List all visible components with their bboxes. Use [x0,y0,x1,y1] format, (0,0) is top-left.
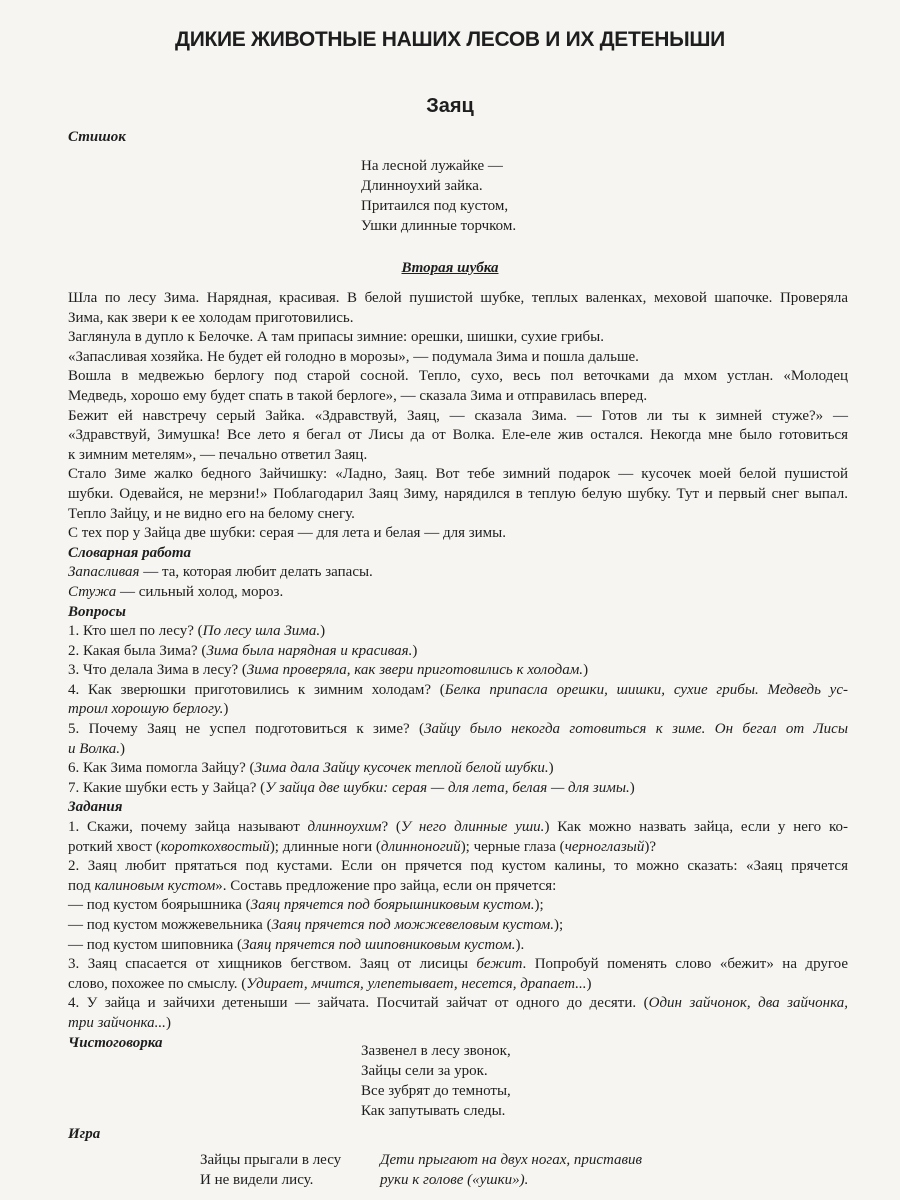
question-3: 3. Что делала Зима в лесу? (Зима проверяла, как звери приготовились к холодам.) [68,662,589,679]
question-4: 4. Как зверюшки приготовились к зимним холодам? (Белка припасла орешки, шишки, сухие грибы. Медведь ус- [68,681,848,698]
story-text [68,289,848,544]
task-4-cont: три зайчонка...) [68,1014,171,1031]
task-2-option: — под кустом боярышника (Заяц прячется под боярышниковым кустом.); [68,897,544,914]
game-line: И не видели лису. [200,1172,314,1188]
task-3-cont: слово, похожее по смыслу. (Удирает, мчится, улепетывает, несется, драпает...) [68,975,592,992]
question-7: 7. Какие шубки есть у Зайца? (У зайца две шубки: серая — для лета, белая — для зимы.) [68,779,635,796]
story-line: Вошла в медвежью берлогу под старой сосной. Тепло, сухо, весь пол веточками да мхом устлан. «Молодец [68,368,848,385]
poem-line: Притаился под кустом, [361,198,509,214]
question-2: 2. Какая была Зима? (Зима была нарядная и красивая.) [68,642,418,659]
story-title: Вторая шубка [401,260,499,276]
task-3: 3. Заяц спасается от хищников бегством. Заяц от лисицы бежит. Попробуй поменять слово «бежит» на другое [68,956,848,973]
task-2-cont: под калиновым кустом». Составь предложение про зайца, если он прячется: [68,877,557,894]
story-line: Бежит ей навстречу серый Зайка. «Здравствуй, Заяц, — сказала Зима. — Готов ли ты к зимней стуже?» — [68,407,848,424]
vocab-heading: Словарная работа [68,544,192,561]
task-1-cont: роткий хвост (короткохвостый); длинные ноги (длинноногий); черные глаза (черноглазый)? [68,838,656,855]
poem-line: На лесной лужайке — [361,158,503,174]
story-line: Стало Зиме жалко бедного Зайчишку: «Ладно, Заяц. Вот тебе зимний подарок — кусочек моей белой пушистой [68,466,848,483]
story-line: «Здравствуй, Зимушка! Все лето я бегал от Лисы да от Волка. Еле-еле жив остался. Некогда мне было готовиться [68,427,848,444]
question-4-cont: троил хорошую берлогу.) [68,701,229,718]
story-line: Заглянула в дупло к Белочке. А там припасы зимние: орешки, шишки, сухие грибы. [68,329,604,346]
question-6: 6. Как Зима помогла Зайцу? (Зима дала Зайцу кусочек теплой белой шубки.) [68,760,554,777]
poem-line: Зайцы сели за урок. [361,1063,488,1079]
poem-line: Длинноухий зайка. [361,178,483,194]
story-line: шубки. Одевайся, не мерзни!» Поблагодарил Заяц Зиму, нарядился в теплую белую шубку. Тут и первый снег выпал. [68,485,848,502]
vocab-item: Стужа — сильный холод, мороз. [68,583,284,600]
question-5-cont: и Волка.) [68,740,125,757]
task-2: 2. Заяц любит прятаться под кустами. Если он прячется под кустом калины, то можно сказать: «Заяц прячется [68,858,848,875]
story-body [68,289,848,1053]
game-line: руки к голове («ушки»). [380,1172,529,1188]
tongue-twister-heading: Чистоговорка [68,1034,163,1051]
task-1: 1. Скажи, почему зайца называют длинноухим? (У него длинные уши.) Как можно назвать зайца, если у него ко- [68,819,848,836]
poem-line: Как запутывать следы. [361,1103,506,1119]
task-2-option: — под кустом можжевельника (Заяц прячется под можжевеловым кустом.); [68,917,564,933]
story-line: Зима, как звери к ее холодам приготовились. [68,309,354,326]
story-line: Медведь, хорошо ему будет спать в такой берлоге», — сказала Зима и отправилась вперед. [68,387,648,404]
question-5: 5. Почему Заяц не успел подготовиться к зиме? (Зайцу было некогда готовиться к зиме. Он бегал от Лисы [68,721,848,738]
story-line: Шла по лесу Зима. Нарядная, красивая. В белой пушистой шубке, теплых валенках, меховой шапочке. Проверяла [68,290,848,306]
section-title: Заяц [426,95,474,117]
story-line: С тех пор у Зайца две шубки: серая — для лета и белая — для зимы. [68,525,506,542]
tasks-heading: Задания [68,799,123,816]
story-line: «Запасливая хозяйка. Не будет ей голодно в морозы», — подумала Зима и пошла дальше. [68,348,639,365]
tongue-twister-poem [361,1041,511,1121]
game-rhyme [200,1150,341,1190]
stishok-poem [361,156,516,236]
poem-line: Ушки длинные торчком. [361,218,517,234]
task-2-option: — под кустом шиповника (Заяц прячется под шиповниковым кустом.). [68,936,525,953]
poem-line: Зазвенел в лесу звонок, [361,1043,511,1059]
questions-heading: Вопросы [68,603,126,620]
vocab-item: Запасливая — та, которая любит делать запасы. [68,564,373,581]
game-instructions [380,1150,642,1190]
game-heading: Игра [68,1126,101,1142]
story-line: Тепло Зайцу, и не видно его на белому снегу. [68,505,355,522]
story-line: к зимним метелям», — печально ответил Заяц. [68,446,368,463]
stishok-heading: Стишок [68,129,126,145]
page-title: ДИКИЕ ЖИВОТНЫЕ НАШИХ ЛЕСОВ И ИХ ДЕТЕНЫШИ [175,28,725,51]
game-line: Дети прыгают на двух ногах, приставив [380,1152,643,1168]
question-1: 1. Кто шел по лесу? (По лесу шла Зима.) [68,623,326,640]
game-line: Зайцы прыгали в лесу [200,1152,342,1168]
task-4: 4. У зайца и зайчихи детеныши — зайчата. Посчитай зайчат от одного до десяти. (Один зайчонок, два зайчонка, [68,995,848,1012]
poem-line: Все зубрят до темноты, [361,1083,511,1099]
